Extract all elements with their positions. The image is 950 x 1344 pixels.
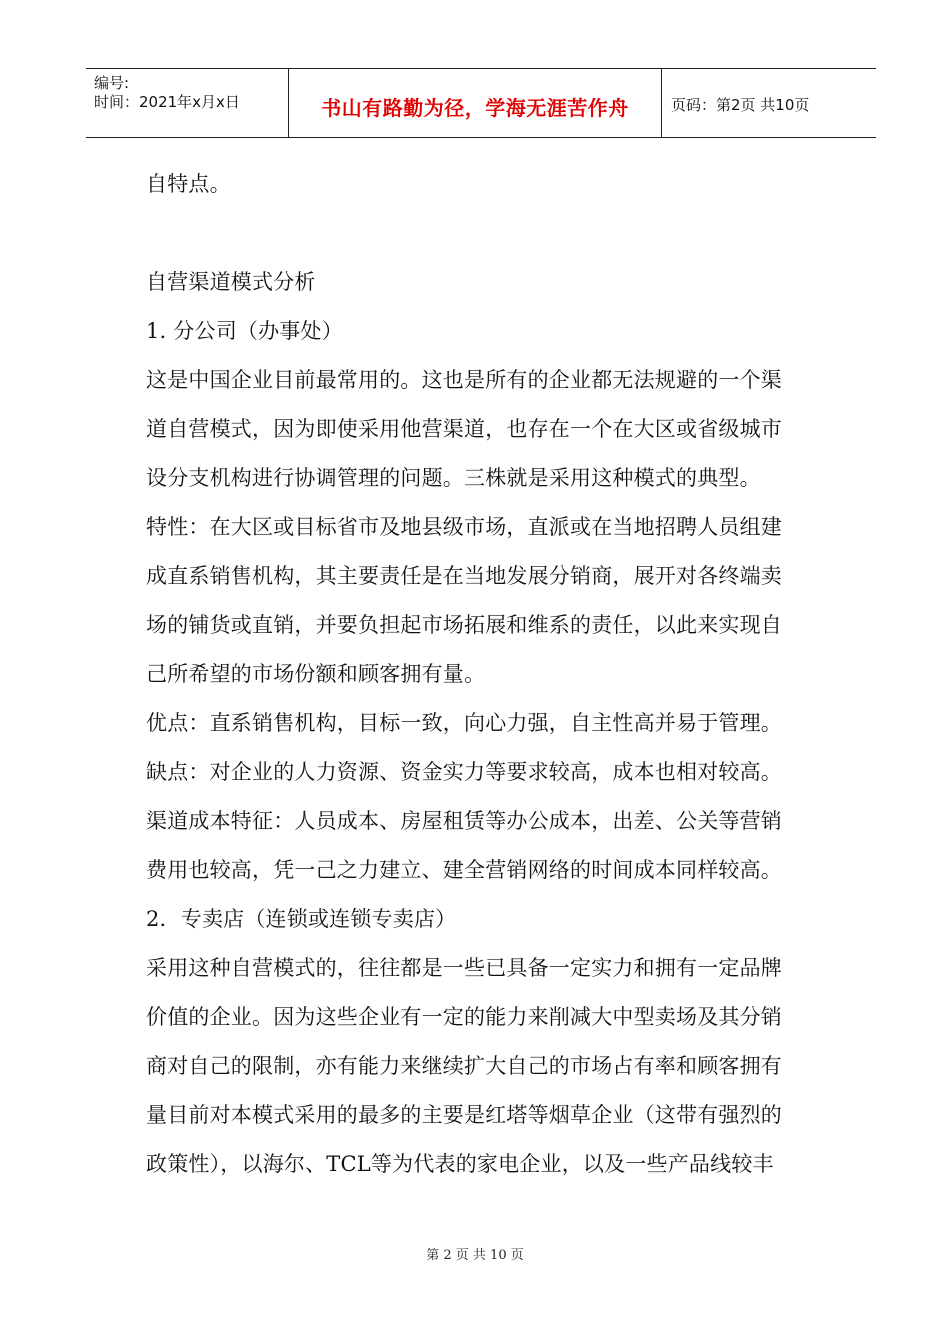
page-header	[86, 68, 876, 138]
header-page-number: 页码：第2页 共10页	[671, 96, 810, 114]
document-number-label: 编号:	[94, 74, 130, 92]
body-line: 优点：直系销售机构，目标一致，向心力强，自主性高并易于管理。	[146, 711, 782, 735]
blank-line	[146, 209, 816, 258]
body-line: 己所希望的市场份额和顾客拥有量。	[146, 662, 486, 686]
body-line: 政策性），以海尔、TCL等为代表的家电企业，以及一些产品线较丰	[146, 1152, 774, 1176]
header-meta-cell	[86, 69, 288, 137]
document-body	[146, 160, 816, 1189]
body-line: 价值的企业。因为这些企业有一定的能力来削减大中型卖场及其分销	[146, 1005, 782, 1029]
body-line: 采用这种自营模式的，往往都是一些已具备一定实力和拥有一定品牌	[146, 956, 782, 980]
header-page-cell	[661, 69, 876, 137]
body-line: 道自营模式，因为即使采用他营渠道，也存在一个在大区或省级城市	[146, 417, 782, 441]
body-line: 这是中国企业目前最常用的。这也是所有的企业都无法规避的一个渠	[146, 368, 782, 392]
body-line: 缺点：对企业的人力资源、资金实力等要求较高，成本也相对较高。	[146, 760, 782, 784]
subsection-heading: 1. 分公司（办事处）	[146, 319, 343, 343]
body-line: 量目前对本模式采用的最多的主要是红塔等烟草企业（这带有强烈的	[146, 1103, 782, 1127]
section-heading: 自营渠道模式分析	[146, 270, 316, 294]
body-line: 费用也较高，凭一己之力建立、建全营销网络的时间成本同样较高。	[146, 858, 782, 882]
body-line: 成直系销售机构，其主要责任是在当地发展分销商，展开对各终端卖	[146, 564, 782, 588]
body-line: 设分支机构进行协调管理的问题。三株就是采用这种模式的典型。	[146, 466, 761, 490]
body-line: 场的铺货或直销，并要负担起市场拓展和维系的责任，以此来实现自	[146, 613, 782, 637]
header-motto-cell	[288, 69, 662, 137]
page-footer: 第 2 页 共 10 页	[426, 1248, 524, 1263]
body-line: 商对自己的限制，亦有能力来继续扩大自己的市场占有率和顾客拥有	[146, 1054, 782, 1078]
subsection-heading: 2．专卖店（连锁或连锁专卖店）	[146, 907, 457, 931]
header-motto: 书山有路勤为径，学海无涯苦作舟	[321, 96, 629, 120]
body-line: 特性：在大区或目标省市及地县级市场，直派或在当地招聘人员组建	[146, 515, 782, 539]
body-line: 渠道成本特征：人员成本、房屋租赁等办公成本，出差、公关等营销	[146, 809, 782, 833]
document-time-label: 时间：2021年x月x日	[94, 93, 240, 111]
body-line: 自特点。	[146, 172, 231, 196]
